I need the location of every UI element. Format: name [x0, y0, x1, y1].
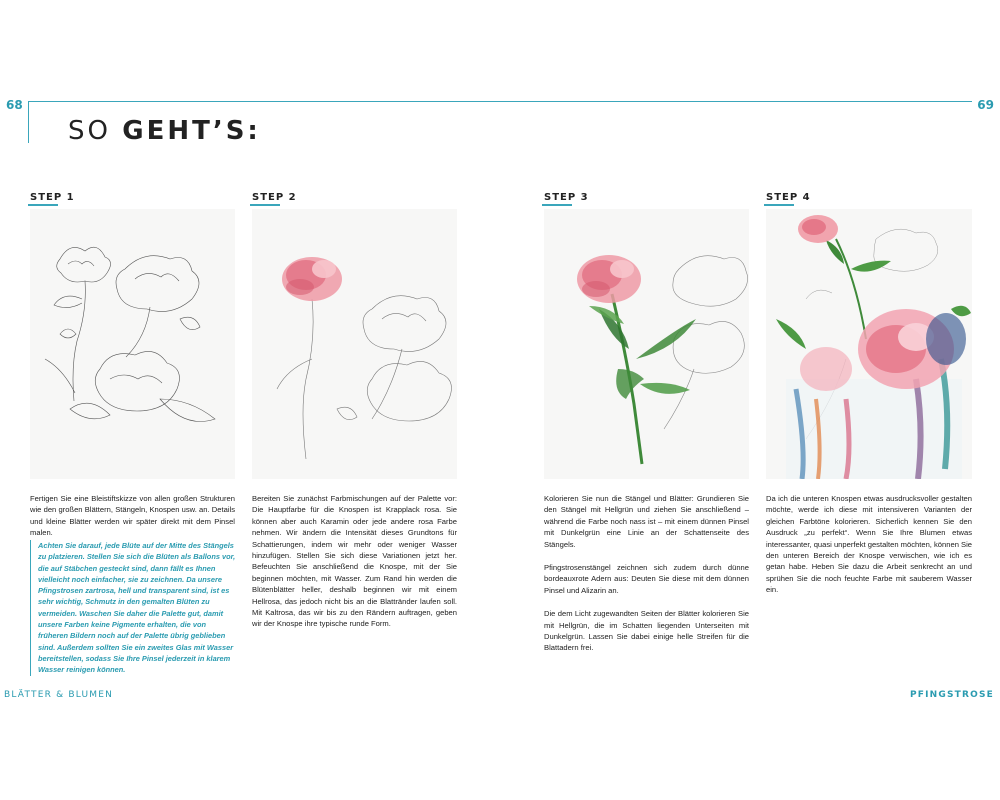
step-4-underline	[764, 204, 794, 206]
step-3-text	[544, 493, 749, 666]
footer-right: PFINGSTROSE	[909, 690, 994, 700]
page-number-left: 68	[6, 98, 23, 112]
step-3-label: STEP 3	[544, 192, 589, 203]
step-2-text	[252, 493, 457, 642]
step-2-image	[252, 209, 457, 479]
step-3-paragraph-1: Kolorieren Sie nun die Stängel und Blätter: Grundieren Sie den Stängel mit Hellgrün und ziehen Sie anschließend – während die Farbe noch nass ist – mit einem dünnen Pinsel mit Dunkelgrün eine Linie an der Schattenseite des Stängels.	[544, 494, 749, 549]
step-4-image	[766, 209, 972, 479]
step-1-image	[30, 209, 235, 479]
step-2-label: STEP 2	[252, 192, 297, 203]
step-3-image	[544, 209, 749, 479]
step-4-text	[766, 493, 972, 608]
header-rule-vertical	[28, 101, 29, 143]
step-3-paragraph-3: Die dem Licht zugewandten Seiten der Blätter kolorieren Sie mit Hellgrün, die im Schatten liegenden Unterseiten mit Dunkelgrün. Lassen Sie dabei einige helle Streifen für die Blattadern frei.	[544, 609, 749, 653]
step-1-paragraph: Fertigen Sie eine Bleistiftskizze von allen großen Strukturen wie den großen Blättern, Stängeln, Knospen usw. an. Details und kleine Blätter werden wir später direkt mit dem Pinsel malen.	[30, 494, 235, 538]
step-4-label: STEP 4	[766, 192, 811, 203]
title-bold: GEHT’S:	[122, 116, 261, 146]
footer-left: BLÄTTER & BLUMEN	[4, 690, 114, 700]
step-3-paragraph-2: Pfingstrosenstängel zeichnen sich zudem durch dünne bordeauxrote Adern aus: Deuten Sie diese mit dem dünnen Pinsel und Alizarin an.	[544, 563, 749, 595]
step-2-paragraph: Bereiten Sie zunächst Farbmischungen auf der Palette vor: Die Hauptfarbe für die Knospen ist Krapplack rosa. Sie können aber auch Karamin oder jede andere rosa Farbe nehmen. Wir ändern die Intensität dieses Grundtons für Schattierungen, indem wir mehr oder weniger Wasser hinzufügen. Stellen Sie sich diese Variationen jetzt her. Befeuchten Sie anschließend die Knospe, mit der Sie beginnen möchten, mit Wasser. Zum Rand hin werden die Blütenblätter heller, deshalb beginnen wir mit einem Hellrosa, das jedoch nicht bis an die Blattränder laufen soll. Mit Kaltrosa, das wir bis zu den Rändern auftragen, geben wir der Knospe ihre typische runde Form.	[252, 494, 457, 629]
step-1-underline	[28, 204, 58, 206]
tip-note: Achten Sie darauf, jede Blüte auf der Mitte des Stängels zu platzieren. Stellen Sie sich die Blüten als Ballons vor, die auf Stäbchen gesteckt sind, dann fällt es Ihnen vielleicht noch einfacher, sie zu zeichnen. Da unsere Pfingstrosen zartrosa, hell und transparent sind, ist es sehr wichtig, Schmutz in den gemalten Blüten zu vermeiden. Waschen Sie daher die Palette gut, damit unsere Farben keine Pigmente erhalten, die von früheren Bildern noch auf der Palette übrig geblieben sind. Außerdem sollten Sie ein zweites Glas mit Wasser bereitstellen, sodass Sie Ihre Pinsel jederzeit in klarem Wasser reinigen können.	[30, 540, 236, 676]
step-2-underline	[250, 204, 280, 206]
header-rule	[28, 101, 972, 102]
step-1-label: STEP 1	[30, 192, 75, 203]
step-4-paragraph: Da ich die unteren Knospen etwas ausdrucksvoller gestalten möchte, werde ich diese mit intensiveren Varianten der gleichen Farbtöne kolorieren. Sicherlich kennen Sie den Ausdruck „zu perfekt“. Wenn Sie Ihre Blumen etwas interessanter, quasi unperfekt gestalten möchten, können Sie den unteren Bereich der Knospe verwischen, wie ich es getan habe. Heben Sie dazu die Arbeit senkrecht an und sprühen Sie die noch feuchte Farbe mit sauberem Wasser ein.	[766, 494, 973, 595]
step-3-underline	[542, 204, 572, 206]
page-title	[68, 116, 261, 146]
title-light: SO	[68, 116, 123, 146]
page-number-right: 69	[977, 98, 994, 112]
